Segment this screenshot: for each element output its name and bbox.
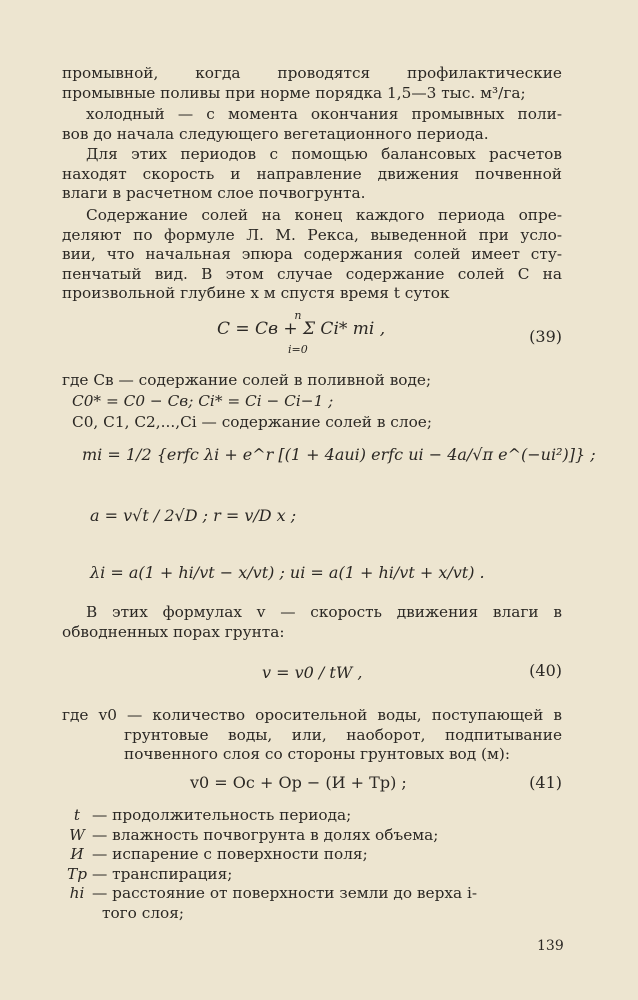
definition-row <box>62 806 562 826</box>
paragraph-v0-definition <box>62 706 562 765</box>
equation-number: (41) <box>529 773 562 792</box>
paragraph-formulas-v <box>62 603 562 642</box>
paragraph-kholodny <box>62 105 562 144</box>
definition-text: — расстояние от поверхности земли до верха i- <box>92 884 478 902</box>
definition-text: — испарение с поверхности поля; <box>92 845 368 863</box>
definition-symbol: hi <box>69 884 85 902</box>
where-block-1 <box>62 370 562 433</box>
equation-number: (39) <box>529 327 562 346</box>
text-line: промывной, когда проводятся профилактические <box>62 64 562 82</box>
sum-limits <box>288 310 308 356</box>
definition-text: того слоя; <box>102 903 185 922</box>
equation-40 <box>62 656 562 692</box>
paragraph-salt-content <box>62 206 562 304</box>
equation-lambda-u-body: λi = a(1 + hi/vt − x/vt) ; ui = a(1 + hi/vt + x/vt) . <box>90 563 485 582</box>
equation-41-body: v0 = Oc + Op − (И + Tp) ; <box>190 773 407 792</box>
equation-40-body: v = v0 / tW , <box>262 663 363 682</box>
definition-symbol <box>62 904 92 924</box>
text-line: Для этих периодов с помощью балансовых расчетов <box>86 145 562 163</box>
text-line: находят скорость и направление движения почвенной <box>62 164 562 183</box>
text-line: промывные поливы при норме порядка 1,5—3 тыс. м³/га; <box>62 83 526 102</box>
text-line: произвольной глубине x м спустя время t суток <box>62 284 450 302</box>
paragraph-promyvnoy <box>62 64 562 103</box>
definition-text: — продолжительность периода; <box>92 806 352 824</box>
equation-41 <box>62 772 562 798</box>
equation-a-r-body: a = v√t / 2√D ; r = v/D x ; <box>90 506 297 525</box>
definition-row <box>62 845 562 865</box>
definition-row <box>62 865 562 885</box>
text-line: почвенного слоя со стороны грунтовых вод (м): <box>124 745 511 763</box>
sum-lower-limit: i=0 <box>288 343 308 356</box>
text-line: деляют по формуле Л. М. Рекса, выведенной при усло- <box>62 225 562 244</box>
definition-row <box>62 826 562 846</box>
definition-text: — транспирация; <box>92 864 233 883</box>
definition-symbol: Tp <box>67 864 87 883</box>
text-line: холодный — с момента окончания промывных поли- <box>86 105 562 123</box>
definition-symbol: t <box>73 806 81 824</box>
definition-cv: где Cв — содержание солей в поливной воде; <box>62 371 432 389</box>
text-line: вии, что начальная эпюра содержания солей имеет сту- <box>62 245 562 263</box>
equation-lambda-u <box>62 562 562 584</box>
text-line: грунтовые воды, или, наоборот, подпитывание <box>124 725 562 744</box>
definition-row <box>62 904 562 924</box>
definition-c0-star: C0* = C0 − Cв; Ci* = Ci − Ci−1 ; <box>72 392 334 410</box>
text-line: обводненных порах грунта: <box>62 622 285 641</box>
text-line: В этих формулах v — скорость движения влаги в <box>86 603 562 621</box>
definition-row <box>62 884 562 904</box>
equation-39 <box>62 309 562 362</box>
equation-39-body: C = Cв + Σ Ci* mi , <box>217 319 386 339</box>
equation-a-r <box>62 505 562 527</box>
definition-symbol: W <box>69 825 85 844</box>
definition-symbol: И <box>70 845 84 863</box>
sum-upper-limit: n <box>294 309 302 322</box>
text-line: где v0 — количество оросительной воды, поступающей в <box>62 706 562 724</box>
text-line: вов до начала следующего вегетационного периода. <box>62 124 489 143</box>
definition-ci: C0, C1, C2,...,Ci — содержание солей в слое; <box>72 413 433 431</box>
page-number: 139 <box>537 938 564 954</box>
text-line: Содержание солей на конец каждого периода опре- <box>86 206 562 224</box>
text-line: влаги в расчетном слое почвогрунта. <box>62 184 366 202</box>
equation-m-body: mi = 1/2 {erfc λi + e^r [(1 + 4aui) erfc ui − 4a/√π e^(−ui²)]} ; <box>82 445 596 464</box>
equation-number: (40) <box>529 661 562 680</box>
paragraph-periods <box>62 145 562 204</box>
equation-m <box>62 444 596 466</box>
definition-text: — влажность почвогрунта в долях объема; <box>92 825 439 844</box>
definitions-list <box>62 806 562 923</box>
text-line: пенчатый вид. В этом случае содержание солей C на <box>62 264 562 283</box>
